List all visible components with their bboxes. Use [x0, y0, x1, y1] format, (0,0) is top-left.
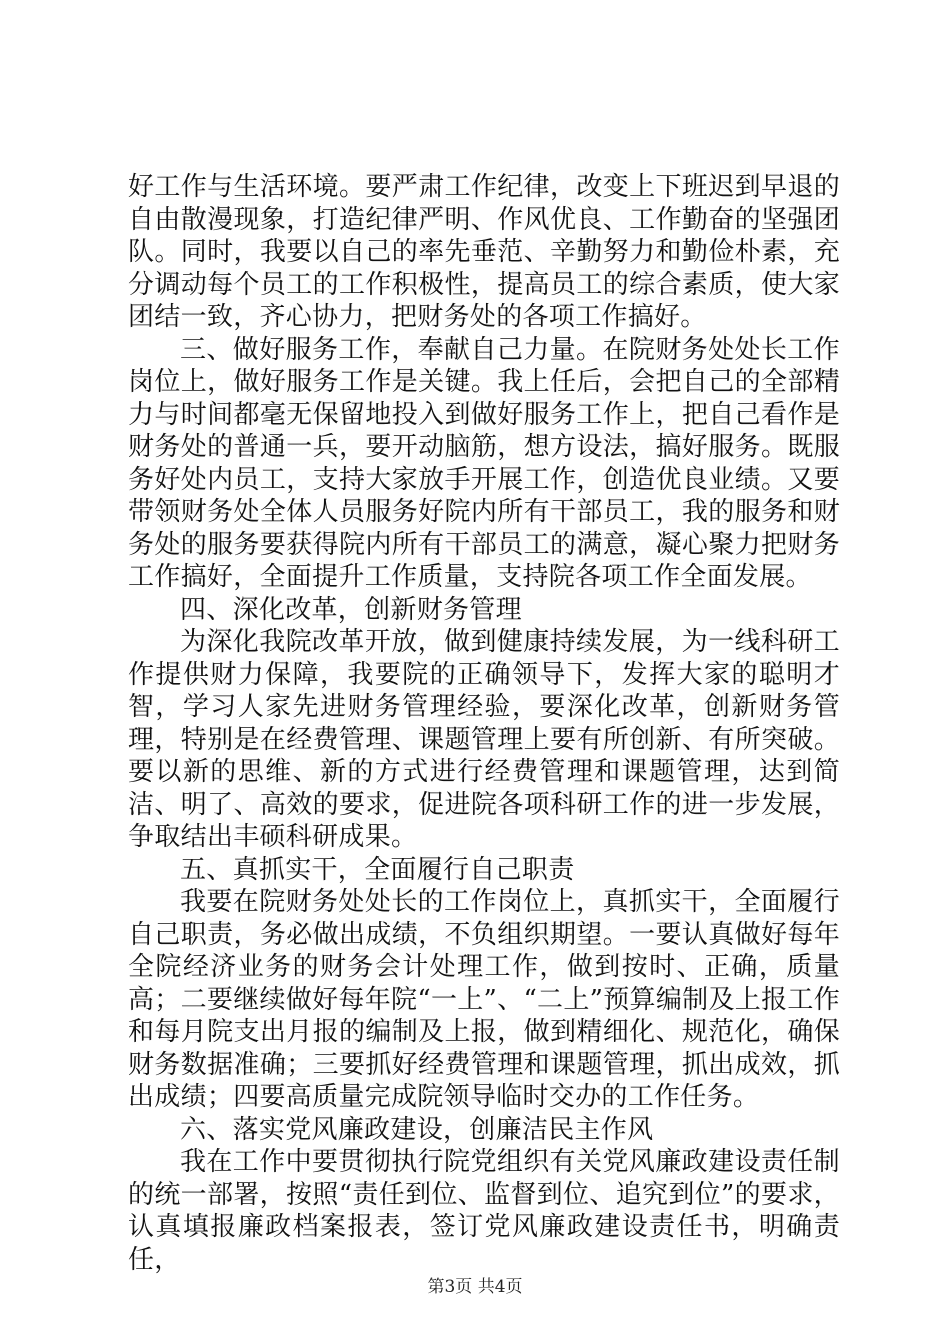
section-six-heading: 六、落实党风廉政建设，创廉洁民主作风 [180, 1114, 654, 1145]
paragraph: 好工作与生活环境。要严肃工作纪律，改变上下班迟到早退的自由散漫现象，打造纪律严明、作风优良、工作勤奋的坚强团队。同时，我要以自己的率先垂范、辛勤努力和勤俭朴素，充分调动每个员工的工作积极性，提高员工的综合素质，使大家团结一致，齐心协力，把财务处的各项工作搞好。 [128, 172, 840, 332]
paragraph: 我要在院财务处处长的工作岗位上，真抓实干，全面履行自己职责，务必做出成绩，不负组织期望。一要认真做好每年全院经济业务的财务会计处理工作，做到按时、正确，质量高；二要继续做好每年院“一上”、“二上”预算编制及上报工作和每月院支出月报的编制及上报，做到精细化、规范化，确保财务数据准确；三要抓好经费管理和课题管理，抓出成效，抓出成绩；四要高质量完成院领导临时交办的工作任务。 [128, 887, 840, 1112]
paragraph: 我在工作中要贯彻执行院党组织有关党风廉政建设责任制的统一部署，按照“责任到位、监督到位、追究到位”的要求，认真填报廉政档案报表，签订党风廉政建设责任书，明确责任， [128, 1147, 840, 1275]
page-footer: 第3页 共4页 [427, 1277, 523, 1297]
section-five-heading: 五、真抓实干，全面履行自己职责 [180, 854, 575, 885]
section-four-heading: 四、深化改革，创新财务管理 [180, 594, 522, 625]
paragraph: 为深化我院改革开放，做到健康持续发展，为一线科研工作提供财力保障，我要院的正确领导下，发挥大家的聪明才智，学习人家先进财务管理经验，要深化改革，创新财务管理，特别是在经费管理、课题管理上要有所创新、有所突破。要以新的思维、新的方式进行经费管理和课题管理，达到简洁、明了、高效的要求，促进院各项科研工作的进一步发展，争取结出丰硕科研成果。 [128, 627, 840, 852]
section-three-paragraph: 三、做好服务工作，奉献自己力量。在院财务处处长工作岗位上，做好服务工作是关键。我上任后，会把自己的全部精力与时间都毫无保留地投入到做好服务工作上，把自己看作是财务处的普通一兵，要开动脑筋，想方设法，搞好服务。既服务好处内员工，支持大家放手开展工作，创造优良业绩。又要带领财务处全体人员服务好院内所有干部员工，我的服务和财务处的服务要获得院内所有干部员工的满意，凝心聚力把财务工作搞好，全面提升工作质量，支持院各项工作全面发展。 [128, 334, 840, 592]
document-body [128, 171, 840, 1276]
